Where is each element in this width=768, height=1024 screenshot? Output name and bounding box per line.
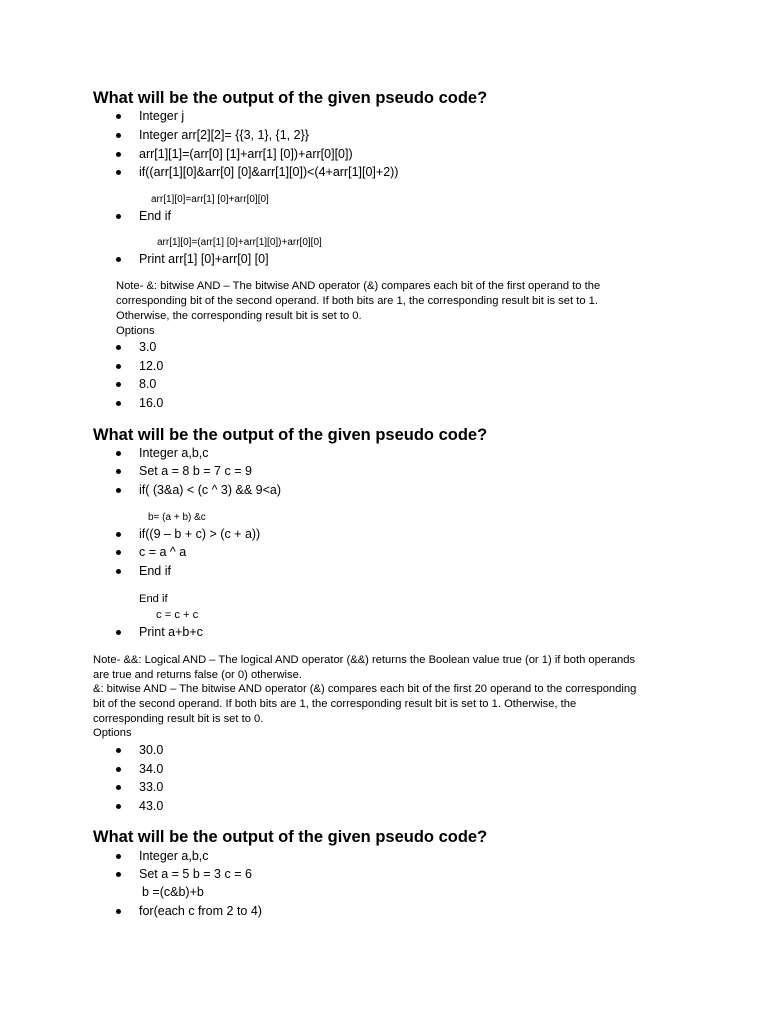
bullet xyxy=(116,804,121,809)
bullet xyxy=(116,170,121,175)
bullet xyxy=(116,451,121,456)
bullet xyxy=(116,785,121,790)
options-label: Options xyxy=(116,325,155,337)
note-line: Note- &: bitwise AND – The bitwise AND operator (&) compares each bit of the first operand to the xyxy=(116,280,601,292)
code-line: c = a ^ a xyxy=(139,545,187,559)
bullet xyxy=(116,214,121,219)
code-line: Print arr[1] [0]+arr[0] [0] xyxy=(139,252,269,266)
code-indented-line: b =(c&b)+b xyxy=(142,885,204,899)
code-line: Integer arr[2][2]= {{3, 1}, {1, 2}} xyxy=(139,128,309,142)
code-line: if((arr[1][0]&arr[0] [0]&arr[1][0])<(4+arr[1][0]+2)) xyxy=(139,165,399,179)
code-line: arr[1][1]=(arr[0] [1]+arr[1] [0])+arr[0][0]) xyxy=(139,147,353,161)
code-indented-line: b= (a + b) &c xyxy=(148,512,206,523)
bullet xyxy=(116,133,121,138)
bullet xyxy=(116,345,121,350)
code-line: Integer j xyxy=(139,109,185,123)
bullet xyxy=(116,152,121,157)
code-line: Print a+b+c xyxy=(139,625,203,639)
bullet xyxy=(116,854,121,859)
code-line: for(each c from 2 to 4) xyxy=(139,904,262,918)
option: 3.0 xyxy=(139,340,157,354)
code-line: Integer a,b,c xyxy=(139,446,209,460)
question-3-title: What will be the output of the given pseudo code? xyxy=(93,828,488,846)
options-label: Options xyxy=(93,727,132,739)
code-line: Set a = 8 b = 7 c = 9 xyxy=(139,464,252,478)
note-line: Note- &&: Logical AND – The logical AND operator (&&) returns the Boolean value true (or 1) if both operands xyxy=(93,654,636,666)
code-line: Integer a,b,c xyxy=(139,849,209,863)
code-indented-line: arr[1][0]=(arr[1] [0]+arr[1][0])+arr[0][0] xyxy=(157,237,322,248)
code-line: if( (3&a) < (c ^ 3) && 9<a) xyxy=(139,483,282,497)
bullet xyxy=(116,401,121,406)
question-1-title: What will be the output of the given pseudo code? xyxy=(93,89,488,107)
note-line: &: bitwise AND – The bitwise AND operator (&) compares each bit of the first 20 operand to the corresponding xyxy=(93,683,637,695)
code-indented-line: End if xyxy=(139,593,168,605)
bullet xyxy=(116,257,121,262)
option: 12.0 xyxy=(139,359,164,373)
option: 8.0 xyxy=(139,377,157,391)
code-line: End if xyxy=(139,209,171,223)
note-line: Otherwise, the corresponding result bit is set to 0. xyxy=(116,310,362,322)
bullet xyxy=(116,872,121,877)
bullet xyxy=(116,469,121,474)
bullet xyxy=(116,550,121,555)
bullet xyxy=(116,748,121,753)
bullet xyxy=(116,630,121,635)
bullet xyxy=(116,364,121,369)
bullet xyxy=(116,114,121,119)
option: 43.0 xyxy=(139,799,164,813)
note-line: bit of the second operand. If both bits are 1, the corresponding result bit is set to 1. Otherwise, the xyxy=(93,698,577,710)
code-indented-line: arr[1][0]=arr[1] [0]+arr[0][0] xyxy=(151,194,269,205)
note-line: corresponding result bit is set to 0. xyxy=(93,713,264,725)
bullet xyxy=(116,767,121,772)
code-indented-line: c = c + c xyxy=(156,609,199,621)
note-line: corresponding bit of the second operand. If both bits are 1, the corresponding result bit is set to 1. xyxy=(116,295,598,307)
code-line: End if xyxy=(139,564,171,578)
note-line: are true and returns false (or 0) otherwise. xyxy=(93,669,302,681)
bullet xyxy=(116,382,121,387)
option: 16.0 xyxy=(139,396,164,410)
option: 34.0 xyxy=(139,762,164,776)
question-2-title: What will be the output of the given pseudo code? xyxy=(93,426,488,444)
code-line: Set a = 5 b = 3 c = 6 xyxy=(139,867,252,881)
option: 33.0 xyxy=(139,780,164,794)
option: 30.0 xyxy=(139,743,164,757)
bullet xyxy=(116,909,121,914)
bullet xyxy=(116,569,121,574)
bullet xyxy=(116,532,121,537)
code-line: if((9 – b + c) > (c + a)) xyxy=(139,527,261,541)
bullet xyxy=(116,488,121,493)
